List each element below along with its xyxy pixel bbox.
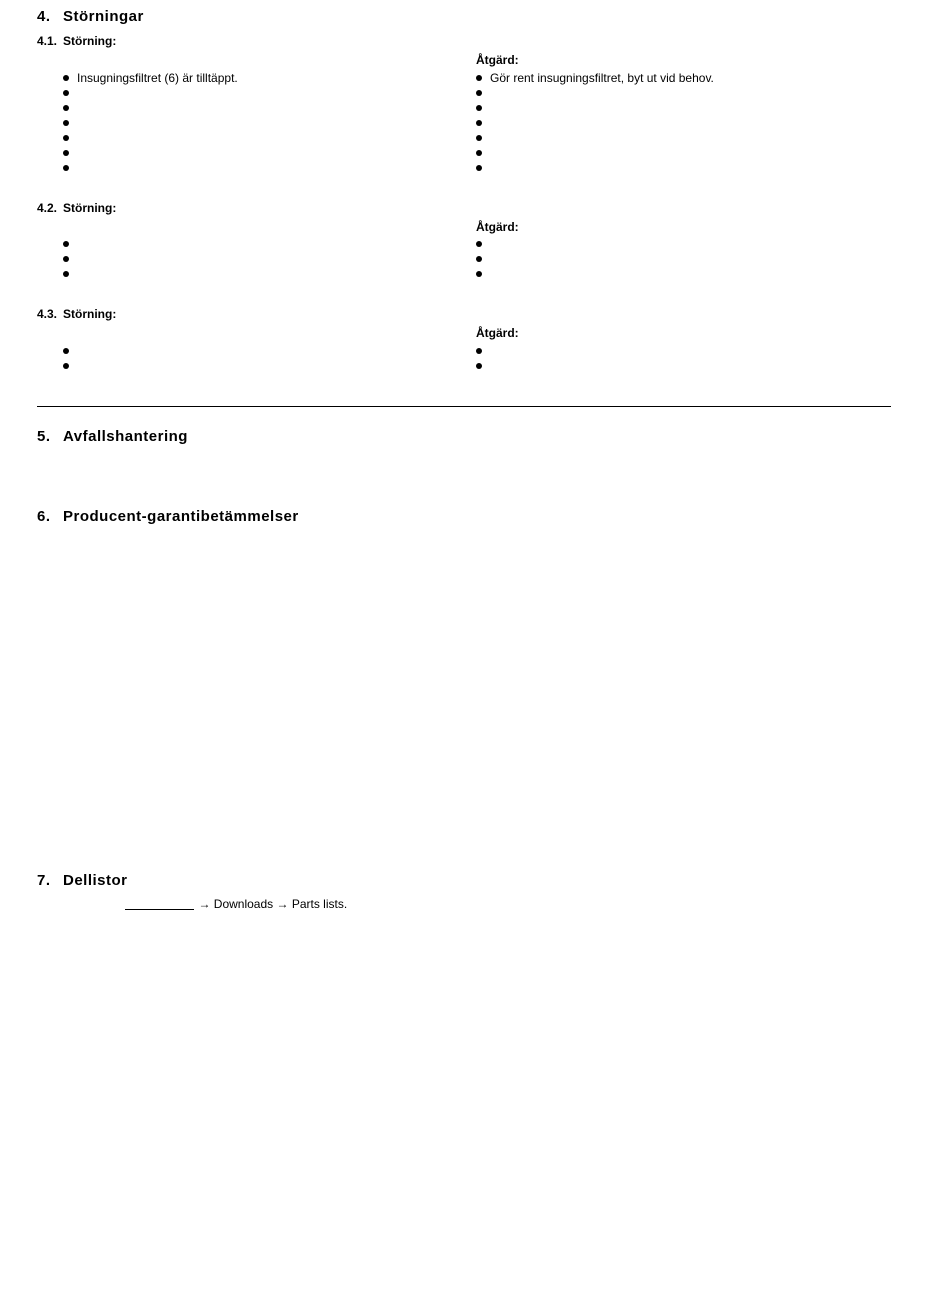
subsection-4-3-title: Störning: <box>63 307 117 321</box>
action-label-4-2: Åtgärd: <box>476 220 519 234</box>
action-list-4-3 <box>476 344 490 374</box>
section-7-title: Dellistor <box>63 872 128 889</box>
list-item <box>476 344 490 359</box>
list-item <box>476 252 490 267</box>
section-4-number: 4. <box>37 8 51 25</box>
list-item <box>63 359 77 374</box>
list-item: Gör rent insugningsfiltret, byt ut vid behov. <box>476 71 714 86</box>
section-6-heading <box>37 508 299 525</box>
section-6-number: 6. <box>37 508 51 525</box>
subsection-4-2-title: Störning: <box>63 201 117 215</box>
list-item <box>476 237 490 252</box>
subsection-4-3-heading <box>37 307 116 321</box>
list-item <box>63 86 238 101</box>
downloads-line <box>125 895 347 913</box>
list-item <box>476 116 714 131</box>
list-item <box>476 161 714 176</box>
list-item <box>476 101 714 116</box>
subsection-4-1-heading <box>37 34 116 48</box>
action-list-4-2 <box>476 237 490 282</box>
section-5-title: Avfallshantering <box>63 428 188 445</box>
subsection-4-1-title: Störning: <box>63 34 117 48</box>
section-7-number: 7. <box>37 872 51 889</box>
section-7-heading <box>37 872 128 889</box>
action-list-4-1 <box>476 71 714 176</box>
list-item <box>63 252 77 267</box>
list-item <box>476 86 714 101</box>
fault-list-4-3 <box>63 344 77 374</box>
subsection-4-3-number: 4.3. <box>37 307 58 321</box>
fault-list-4-1 <box>63 71 238 176</box>
list-item <box>476 267 490 282</box>
section-divider <box>37 406 891 407</box>
section-5-number: 5. <box>37 428 51 445</box>
action-label-4-1: Åtgärd: <box>476 53 519 67</box>
list-item <box>63 161 238 176</box>
list-item <box>63 116 238 131</box>
list-item <box>63 237 77 252</box>
website-link-blank[interactable] <box>125 897 194 910</box>
section-6-title: Producent-garantibetämmelser <box>63 508 299 525</box>
section-5-heading <box>37 428 188 445</box>
action-label-4-3: Åtgärd: <box>476 326 519 340</box>
list-item <box>476 131 714 146</box>
list-item <box>476 359 490 374</box>
list-item: Insugningsfiltret (6) är tilltäppt. <box>63 71 238 86</box>
section-4-heading <box>37 8 144 25</box>
section-4-title: Störningar <box>63 8 144 25</box>
list-item <box>63 267 77 282</box>
subsection-4-2-number: 4.2. <box>37 201 58 215</box>
fault-list-4-2 <box>63 237 77 282</box>
list-item <box>63 101 238 116</box>
list-item <box>63 131 238 146</box>
subsection-4-1-number: 4.1. <box>37 34 58 48</box>
subsection-4-2-heading <box>37 201 116 215</box>
list-item <box>476 146 714 161</box>
list-item <box>63 146 238 161</box>
downloads-path-text: → Downloads → Parts lists. <box>198 897 348 911</box>
list-item <box>63 344 77 359</box>
